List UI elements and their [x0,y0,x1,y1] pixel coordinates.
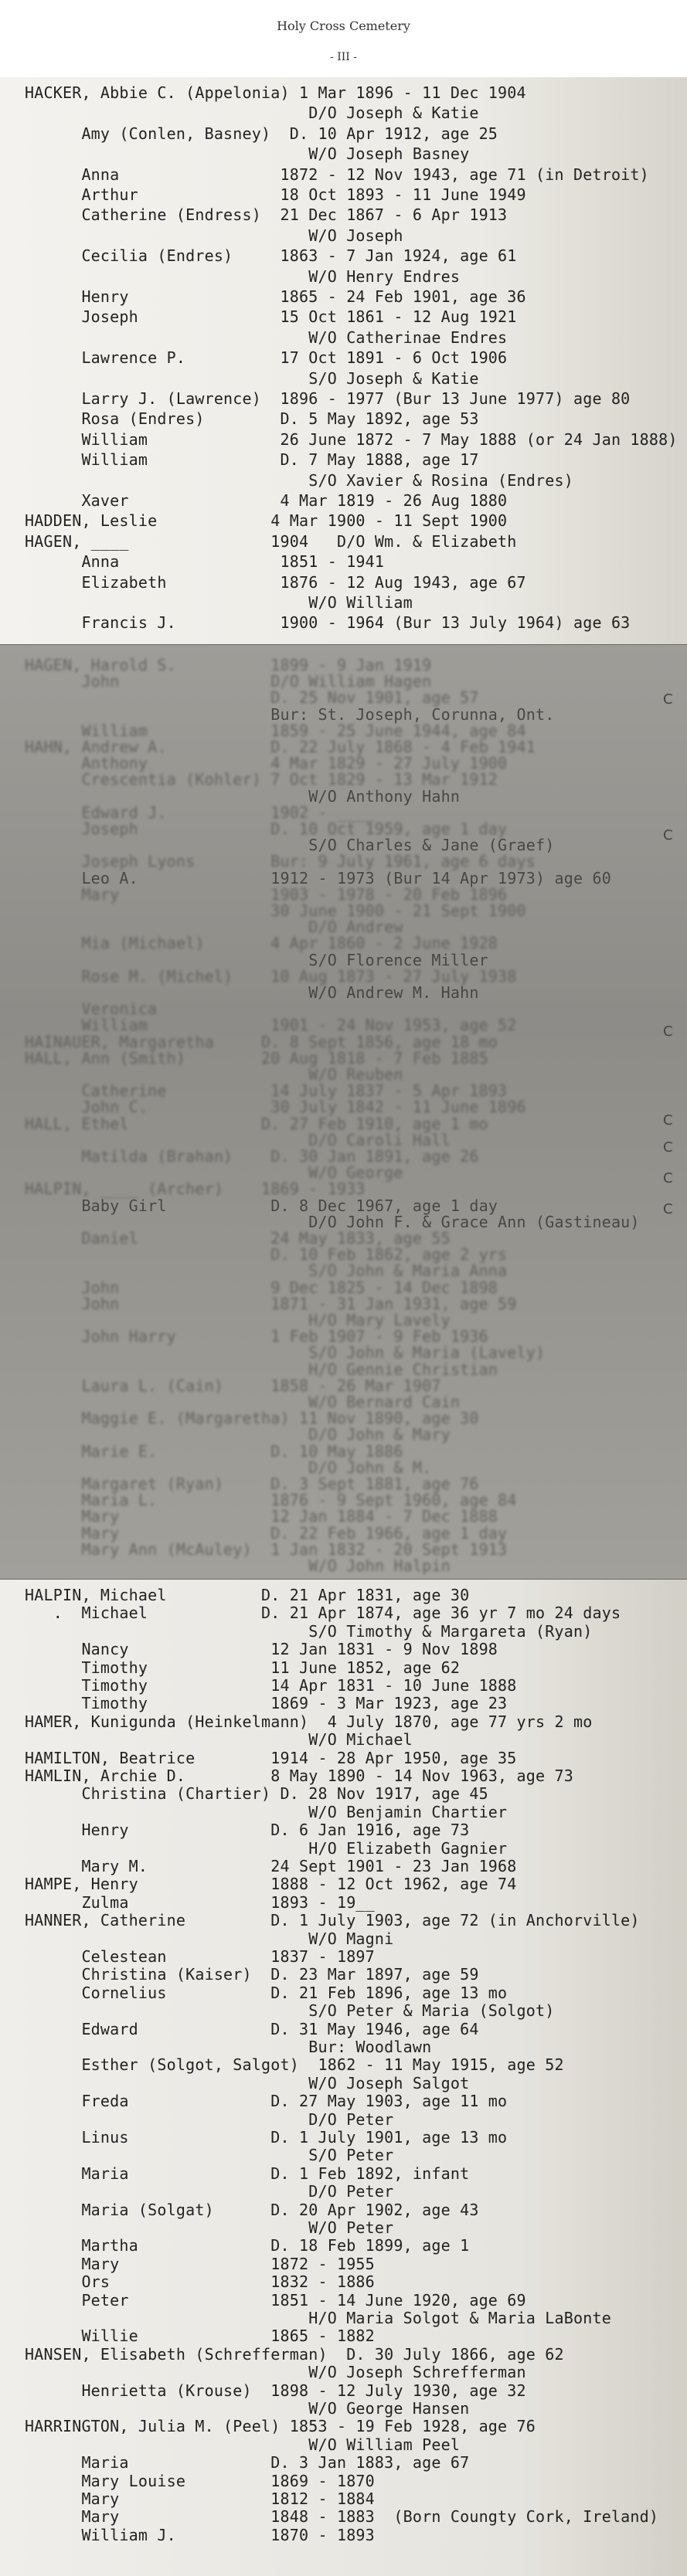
record-line: Timothy 1869 - 3 Mar 1923, age 23 [25,1694,508,1713]
margin-mark: C [663,1112,673,1128]
record-line: Rosa (Endres) D. 5 May 1892, age 53 [25,409,479,429]
record-line: Mia (Michael) 4 Apr 1860 - 2 June 1928 [25,934,498,953]
record-line: Maria D. 3 Jan 1883, age 67 [25,2453,470,2472]
margin-mark: C [663,1023,673,1040]
record-line: Mary 1812 - 1884 [25,2489,375,2508]
record-line: Veronica [25,1000,158,1019]
record-line: HANSEN, Elisabeth (Schrefferman) D. 30 July 1866, age 62 [25,2344,564,2364]
record-line: Catherine 14 July 1837 - 5 Apr 1893 [25,1081,508,1101]
record-line: S/O John & Maria Anna [25,1261,508,1281]
record-line: S/O Florence Miller [25,950,488,969]
record-line: W/O William [25,593,413,612]
record-line: D/O Andrew [25,918,403,937]
record-line: Rose M. (Michel) 10 Aug 1873 - 27 July 1938 [25,966,517,986]
margin-mark: C [663,1170,673,1186]
document-page-bottom [0,1580,687,2576]
record-line: H/O Maria Solgot & Maria LaBonte [25,2309,611,2327]
record-line: Elizabeth 1876 - 12 Aug 1943, age 67 [25,572,526,592]
record-line: John C. 30 July 1842 - 11 June 1896 [25,1098,526,1117]
record-line: Maria D. 1 Feb 1892, infant [25,2164,470,2183]
record-line: D/O Joseph & Katie [25,104,479,123]
record-line: Mary D. 22 Feb 1966, age 1 day [25,1523,508,1543]
record-line: Mary Louise 1869 - 1870 [25,2471,375,2490]
record-line: HAMLIN, Archie D. 8 May 1890 - 14 Nov 1963, age 73 [25,1767,573,1785]
record-line: HALL, Ethel D. 27 Feb 1910, age 1 mo [25,1114,488,1133]
record-line: Baby Girl D. 8 Dec 1967, age 1 day [25,1196,498,1215]
record-line: Marie E. D. 10 May 1886 [25,1441,403,1461]
record-line: HAMPE, Henry 1888 - 12 Oct 1962, age 74 [25,1875,517,1894]
record-line: D. 25 Nov 1901, age 57 [25,688,479,708]
record-line: Francis J. 1900 - 1964 (Bur 13 July 1964) age 63 [25,613,631,633]
record-line: Cornelius D. 21 Feb 1896, age 13 mo [25,1983,508,2002]
record-line: S/O Xavier & Rosina (Endres) [25,470,573,490]
record-line: H/O Mary Lavely [25,1311,451,1329]
record-line: Crescentia (Kohler) 7 Oct 1829 - 13 Mar 1912 [25,770,498,789]
record-line: W/O Michael [25,1730,413,1750]
record-line: Leo A. 1912 - 1973 (Bur 14 Apr 1973) age 60 [25,868,611,888]
record-line: W/O Benjamin Chartier [25,1802,508,1821]
record-line: Maria L. 1876 - 9 Sept 1960, age 84 [25,1491,517,1510]
record-line: S/O Peter [25,2146,394,2165]
record-line: HAGEN, ____ 1904 D/O Wm. & Elizabeth [25,531,517,551]
record-line: W/O Joseph [25,226,403,245]
record-line: HAMILTON, Beatrice 1914 - 28 Apr 1950, age 35 [25,1748,517,1767]
record-line: W/O Joseph Salgot [25,2073,470,2092]
record-line: W/O Reuben [25,1065,403,1084]
record-line: John Harry 1 Feb 1907 - 9 Feb 1936 [25,1327,488,1346]
document-page-top [0,77,687,645]
record-line: S/O Timothy & Margareta (Ryan) [25,1621,593,1641]
record-line: HALPIN, Michael D. 21 Apr 1831, age 30 [25,1586,470,1604]
record-line: Joseph 15 Oct 1861 - 12 Aug 1921 [25,307,517,327]
record-line: Esther (Solgot, Salgot) 1862 - 11 May 1915, age 52 [25,2055,564,2075]
record-line: H/O Elizabeth Gagnier [25,1838,508,1858]
record-line: Edward D. 31 May 1946, age 64 [25,2019,479,2038]
record-line: Laura L. (Cain) 1858 - 26 Mar 1907 [25,1376,441,1395]
record-line: William 1859 - 25 June 1944, age 84 [25,721,526,740]
record-line: William J. 1870 - 1893 [25,2525,375,2544]
record-line: Mary 1848 - 1883 (Born Coungty Cork, Ireland) [25,2507,659,2527]
record-line: Catherine (Endress) 21 Dec 1867 - 6 Apr 1913 [25,205,508,225]
record-line: HADDEN, Leslie 4 Mar 1900 - 11 Sept 1900 [25,511,508,531]
margin-mark: C [663,1201,673,1217]
record-line: Edward J. 1902 - ____ [25,803,375,822]
record-line: Christina (Chartier) D. 28 Nov 1917, age 45 [25,1784,488,1804]
record-line: HAMER, Kunigunda (Heinkelmann) 4 July 1870, age 77 yrs 2 mo [25,1712,593,1731]
record-line: John 9 Dec 1825 - 14 Dec 1898 [25,1278,498,1297]
record-line: Bur: Woodlawn [25,2038,432,2056]
record-line: Martha D. 18 Feb 1899, age 1 [25,2236,470,2255]
record-line: Joseph Lyons Bur: 9 July 1961, age 6 days [25,852,536,871]
page-header [0,0,687,77]
record-line: W/O George Hansen [25,2399,470,2418]
record-line: William 1901 - 24 Nov 1953, age 52 [25,1016,517,1035]
record-line: Maggie E. (Margaretha) 11 Nov 1890, age 30 [25,1409,479,1428]
page-title: Holy Cross Cemetery [277,19,410,33]
record-line: D/O John & Mary [25,1425,451,1444]
record-line: S/O Peter & Maria (Solgot) [25,2001,555,2021]
record-line: HACKER, Abbie C. (Appelonia) 1 Mar 1896 - 11 Dec 1904 [25,83,526,102]
record-line: Arthur 18 Oct 1893 - 11 June 1949 [25,185,526,204]
record-line: 30 June 1900 - 21 Sept 1900 [25,901,526,920]
record-line: Daniel 24 May 1833, age 55 [25,1229,451,1247]
record-line: Celestean 1837 - 1897 [25,1947,375,1966]
record-line: H/O Gennie Christian [25,1359,498,1379]
record-line: W/O Catherinae Endres [25,328,508,347]
record-line: W/O Henry Endres [25,266,461,286]
record-line: Amy (Conlen, Basney) D. 10 Apr 1912, age 25 [25,124,498,143]
record-line: Matilda (Brahan) D. 30 Jan 1891, age 26 [25,1147,479,1166]
record-line: W/O Bernard Cain [25,1393,461,1411]
record-line: Henrietta (Krouse) 1898 - 12 July 1930, age 32 [25,2381,526,2400]
record-line: Larry J. (Lawrence) 1896 - 1977 (Bur 13 June 1977) age 80 [25,389,631,408]
document-page-middle [0,645,687,1580]
page-number: - III - [330,51,357,63]
record-line: Mary 1872 - 1955 [25,2254,375,2273]
record-line: Xaver 4 Mar 1819 - 26 Aug 1880 [25,491,508,510]
record-line: Joseph D. 10 Oct 1959, age 1 day [25,820,508,838]
record-line: HAGEN, Harold S. 1899 - 9 Jan 1919 [25,656,432,674]
record-line: HAHN, Andrew A. D. 22 July 1868 - 4 Feb 1941 [25,738,536,756]
margin-mark: C [663,827,673,843]
record-line: Margaret (Ryan) D. 3 Sept 1881, age 76 [25,1475,479,1493]
record-line: Bur: St. Joseph, Corunna, Ont. [25,704,555,724]
record-line: Zulma 1893 - 19__ [25,1892,375,1912]
margin-mark: C [663,1139,673,1156]
record-line: . Michael D. 21 Apr 1874, age 36 yr 7 mo 24 days [25,1604,621,1623]
record-line: Anthony 4 Mar 1829 - 27 July 1900 [25,754,508,773]
record-line: Mary 12 Jan 1884 - 7 Dec 1888 [25,1507,498,1526]
record-line: D/O John F. & Grace Ann (Gastineau) [25,1212,640,1231]
record-line: Linus D. 1 July 1901, age 13 mo [25,2128,508,2147]
record-line: HAINAUER, Margaretha D. 8 Sept 1856, age 18 mo [25,1032,498,1051]
record-line: Anna 1872 - 12 Nov 1943, age 71 (in Detroit) [25,165,649,184]
record-line: W/O Joseph Basney [25,144,470,164]
record-line: D/O Caroli Hall [25,1130,451,1149]
record-line: HALL, Ann (Smith) 20 Aug 1818 - 7 Feb 1885 [25,1048,488,1067]
record-line: Freda D. 27 May 1903, age 11 mo [25,2092,508,2111]
record-line: Cecilia (Endres) 1863 - 7 Jan 1924, age 61 [25,246,517,266]
record-line: Maria (Solgat) D. 20 Apr 1902, age 43 [25,2200,479,2219]
record-line: Nancy 12 Jan 1831 - 9 Nov 1898 [25,1640,498,1659]
record-line: John D/O William Hagen [25,672,432,691]
record-line: Timothy 11 June 1852, age 62 [25,1658,461,1677]
record-line: D/O Peter [25,2182,394,2201]
record-line: HARRINGTON, Julia M. (Peel) 1853 - 19 Feb 1928, age 76 [25,2417,536,2436]
record-line: William 26 June 1872 - 7 May 1888 (or 24 Jan 1888) [25,429,678,449]
record-line: HALPIN, ____ (Archer) 1869 - 1933 [25,1179,366,1199]
record-line: Henry 1865 - 24 Feb 1901, age 36 [25,287,526,306]
record-line: Mary Ann (McAuley) 1 Jan 1832 - 20 Sept 1913 [25,1539,508,1559]
record-line: S/O Joseph & Katie [25,368,479,388]
record-line: W/O Anthony Hahn [25,786,461,806]
record-line: Timothy 14 Apr 1831 - 10 June 1888 [25,1676,517,1695]
record-line: Mary M. 24 Sept 1901 - 23 Jan 1968 [25,1857,517,1875]
record-line: D. 10 Feb 1862, age 2 yrs [25,1245,508,1264]
record-line: Ors 1832 - 1886 [25,2272,375,2292]
record-line: W/O Joseph Schrefferman [25,2363,526,2382]
record-line: W/O John Halpin [25,1556,451,1575]
record-line: D/O John & M. [25,1458,432,1477]
record-line: Peter 1851 - 14 June 1920, age 69 [25,2290,526,2310]
record-line: W/O Andrew M. Hahn [25,983,479,1002]
record-line: Mary 1903 - 1978 - 20 Feb 1896 [25,884,508,904]
record-line: Christina (Kaiser) D. 23 Mar 1897, age 59 [25,1965,479,1984]
record-line: HANNER, Catherine D. 1 July 1903, age 72 (in Anchorville) [25,1911,640,1930]
record-line: W/O George [25,1163,403,1183]
record-line: W/O Peter [25,2218,394,2237]
record-line: Henry D. 6 Jan 1916, age 73 [25,1821,470,1840]
record-line: Lawrence P. 17 Oct 1891 - 6 Oct 1906 [25,348,508,368]
margin-mark: C [663,691,673,708]
record-line: W/O Magni [25,1929,394,1948]
record-line: William D. 7 May 1888, age 17 [25,450,479,470]
record-line: S/O John & Maria (Lavely) [25,1343,546,1363]
record-line: W/O William Peel [25,2435,461,2454]
record-line: S/O Charles & Jane (Graef) [25,836,555,855]
record-line: Willie 1865 - 1882 [25,2327,375,2346]
record-line: Anna 1851 - 1941 [25,552,385,572]
record-line: John 1871 - 31 Jan 1931, age 59 [25,1294,517,1313]
record-line: D/O Peter [25,2109,394,2129]
